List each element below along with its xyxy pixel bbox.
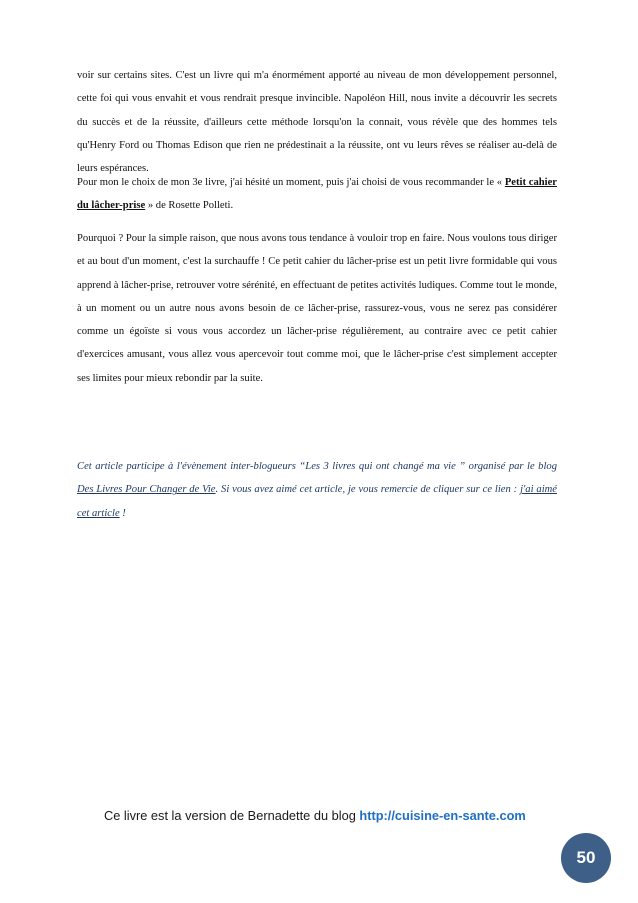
footer-text: Ce livre est la version de Bernadette du blog — [104, 808, 360, 823]
text-span: » de Rosette Polleti. — [145, 200, 234, 212]
paragraph-text — [77, 455, 557, 525]
paragraph-text: voir sur certains sites. C'est un livre qui m'a énormément apporté au niveau de mon développement personnel, cette foi qui vous envahit et vous rendrait presque invincible. Napoléon Hill, nous invite a découvrir les secrets du succès et de la réussite, d'ailleurs cette méthode lorsqu'on la connait, vous révèle que des hommes tels qu'Henry Ford ou Thomas Edison que rien ne prédestinait a la réussite, ont vu leurs rêves se réaliser au-delà de leurs espérances. — [77, 70, 557, 175]
paragraph-book-review — [77, 64, 557, 180]
page-footer — [104, 808, 544, 823]
paragraph-why — [77, 227, 557, 390]
paragraph-event-note — [77, 455, 557, 525]
text-span: . Si vous avez aimé cet article, je vous remercie de cliquer sur ce lien : — [215, 484, 521, 496]
blog-link[interactable]: Des Livres Pour Changer de Vie — [77, 484, 216, 496]
paragraph-text: Pourquoi ? Pour la simple raison, que nous avons tous tendance à vouloir trop en faire. Nous voulons tous diriger et au bout d'un moment, c'est la surchauffe ! Ce petit cahier du lâcher-prise est un petit livre formidable qui vous apprend à lâcher-prise, retrouver votre sérénité, en effectuant de petites activités ludiques. Comme tout le monde, à un moment ou un autre nous avons besoin de ce lâcher-prise, rassurez-vous, vous ne serez pas considérer comme un égoïste si vous vous accordez un lâcher-prise régulièrement, au contraire avec ce petit cahier d'exercices amusant, vous allez vous apercevoir tout comme moi, que le lâcher-prise c'est simplement accepter ses limites pour mieux rebondir par la suite. — [77, 233, 557, 384]
text-span: Cet article participe à l'évènement inter-blogueurs “Les 3 livres qui ont changé ma vie ” organisé par le blog — [77, 461, 557, 472]
page-number: 50 — [576, 848, 596, 867]
text-span: ! — [119, 507, 126, 519]
paragraph-third-book — [77, 171, 557, 218]
footer-url-link[interactable]: http://cuisine-en-sante.com — [359, 808, 526, 823]
liked-article-link[interactable]: j'ai aimé cet article — [77, 484, 557, 519]
text-span: Pour mon le choix de mon 3e livre, j'ai hésité un moment, puis j'ai choisi de vous recommander le « — [77, 177, 505, 188]
page-number-badge — [561, 833, 611, 883]
book-title-link[interactable]: Petit cahier du lâcher-prise — [77, 177, 557, 212]
paragraph-text — [77, 171, 557, 218]
